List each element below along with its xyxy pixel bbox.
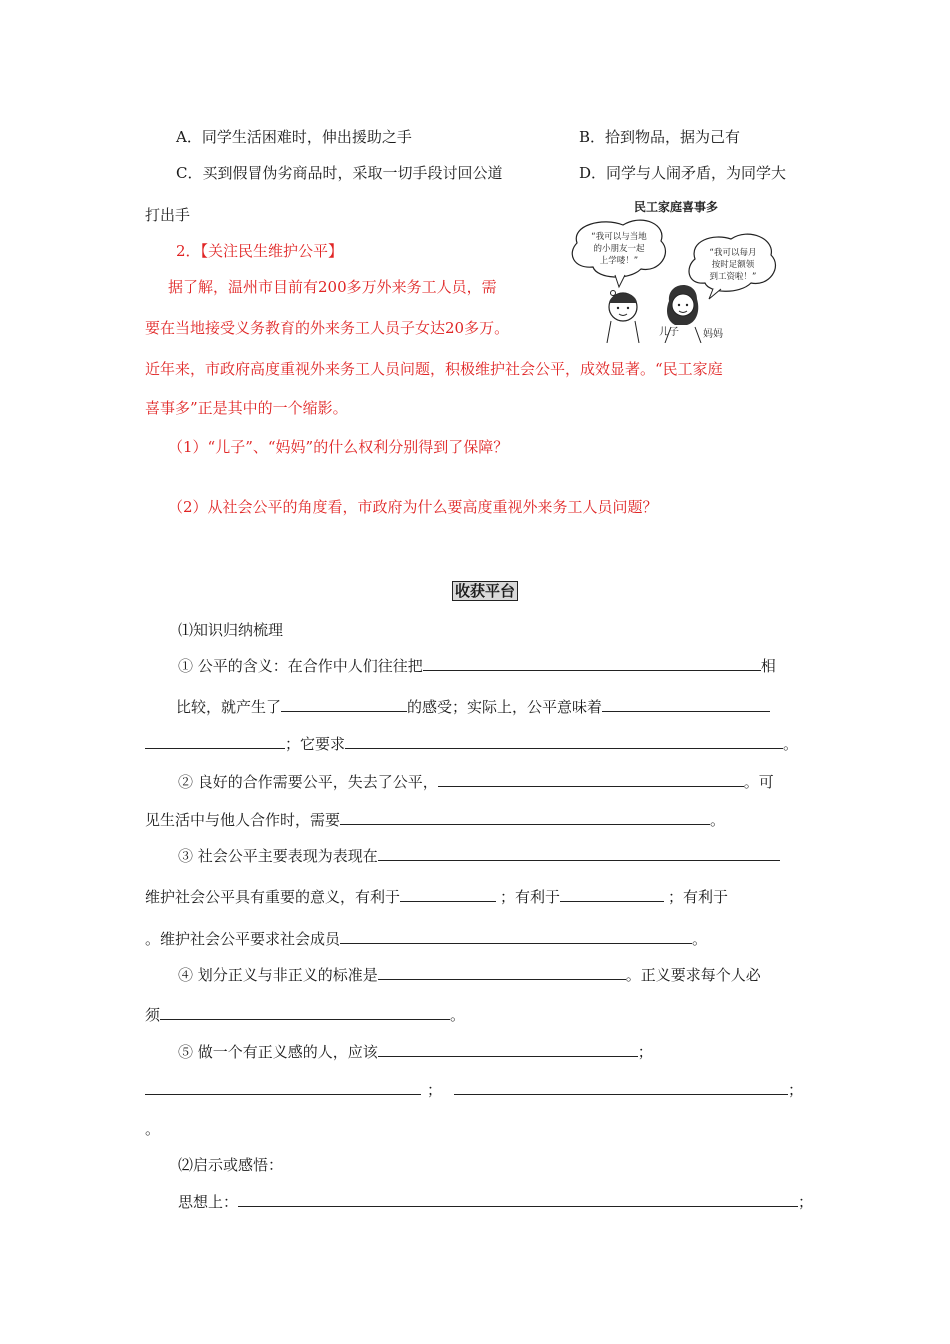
item-4-line-2: 须 。: [145, 1006, 466, 1024]
blank-field[interactable]: [454, 1080, 788, 1095]
item-5-line-1: ⑤ 做一个有正义感的人，应该 ；: [178, 1043, 653, 1061]
question-2-paragraph-line-3: 近年来，市政府高度重视外来务工人员问题，积极维护社会公平，成效显著。“民工家庭: [145, 360, 723, 378]
section-1-heading: ⑴知识归纳梳理: [178, 621, 284, 639]
blank-field[interactable]: [560, 887, 664, 902]
blank-field[interactable]: [345, 734, 783, 749]
cartoon-title: 民工家庭喜事多: [633, 200, 719, 214]
blank-field[interactable]: [423, 656, 761, 671]
question-2-sub-2: （2）从社会公平的角度看，市政府为什么要高度重视外来务工人员问题？: [168, 498, 658, 516]
right-bubble-line-3: 到工资啦！”: [709, 272, 757, 282]
blank-field[interactable]: [238, 1192, 798, 1207]
blank-field[interactable]: [378, 965, 626, 980]
item-3-line-1: ③ 社会公平主要表现为表现在: [178, 846, 780, 866]
left-bubble-line-2: 的小朋友一起: [593, 244, 645, 254]
blank-field[interactable]: [602, 697, 770, 712]
option-d: D．同学与人闹矛盾，为同学大: [579, 164, 787, 182]
cartoon-illustration: [563, 195, 790, 343]
item-1-line-3: ；它要求 。: [145, 734, 798, 754]
item-4-line-1: ④ 划分正义与非正义的标准是 。正义要求每个人必: [178, 966, 761, 984]
item-5-end: 。: [145, 1120, 161, 1138]
option-d-continued: 打出手: [145, 206, 191, 224]
right-bubble-line-2: 按时足额领: [711, 260, 755, 270]
item-2-line-1: ② 良好的合作需要公平，失去了公平， 。可: [178, 773, 774, 791]
item-5-line-2: ； ；: [145, 1080, 803, 1100]
harvest-title: 收获平台: [452, 581, 518, 601]
right-bubble-line-1: “我可以每月: [709, 248, 757, 258]
option-c: C．买到假冒伪劣商品时，采取一切手段讨回公道: [176, 164, 503, 182]
question-2-paragraph-line-1: 据了解，温州市目前有200多万外来务工人员，需: [168, 278, 497, 296]
section-2-heading: ⑵启示或感悟：: [178, 1156, 284, 1174]
son-label: 儿子: [659, 327, 679, 338]
blank-field[interactable]: [378, 1042, 638, 1057]
item-2-line-2: 见生活中与他人合作时，需要 。: [145, 811, 726, 829]
mom-label: 妈妈: [703, 329, 723, 340]
option-b: B．拾到物品，据为己有: [579, 128, 741, 146]
question-2-paragraph-line-4: 喜事多”正是其中的一个缩影。: [145, 399, 348, 417]
option-a: A．同学生活困难时，伸出援助之手: [176, 128, 412, 146]
left-bubble-line-3: 上学喽！”: [599, 256, 639, 266]
blank-field[interactable]: [145, 734, 285, 749]
item-1-line-2: 比较，就产生了 的感受；实际上，公平意味着: [176, 697, 770, 717]
blank-field[interactable]: [400, 887, 496, 902]
left-bubble-line-1: “我可以与当地: [591, 232, 647, 242]
item-3-line-3: 。维护社会公平要求社会成员 。: [145, 930, 708, 948]
item-3-line-2: 维护社会公平具有重要的意义，有利于 ；有利于 ；有利于: [145, 888, 729, 906]
thought-line: 思想上： ；: [178, 1193, 814, 1211]
blank-field[interactable]: [340, 929, 692, 944]
blank-field[interactable]: [438, 772, 744, 787]
blank-field[interactable]: [340, 810, 710, 825]
blank-field[interactable]: [145, 1080, 421, 1095]
question-2-sub-1: （1）“儿子”、“妈妈”的什么权利分别得到了保障？: [168, 438, 509, 456]
question-2-paragraph-line-2: 要在当地接受义务教育的外来务工人员子女达20多万。: [145, 319, 510, 337]
blank-field[interactable]: [160, 1005, 450, 1020]
blank-field[interactable]: [281, 697, 407, 712]
question-2-heading: 2．【关注民生维护公平】: [176, 242, 344, 260]
blank-field[interactable]: [378, 846, 780, 861]
item-1-line-1: ① 公平的含义：在合作中人们往往把 相: [178, 657, 776, 675]
